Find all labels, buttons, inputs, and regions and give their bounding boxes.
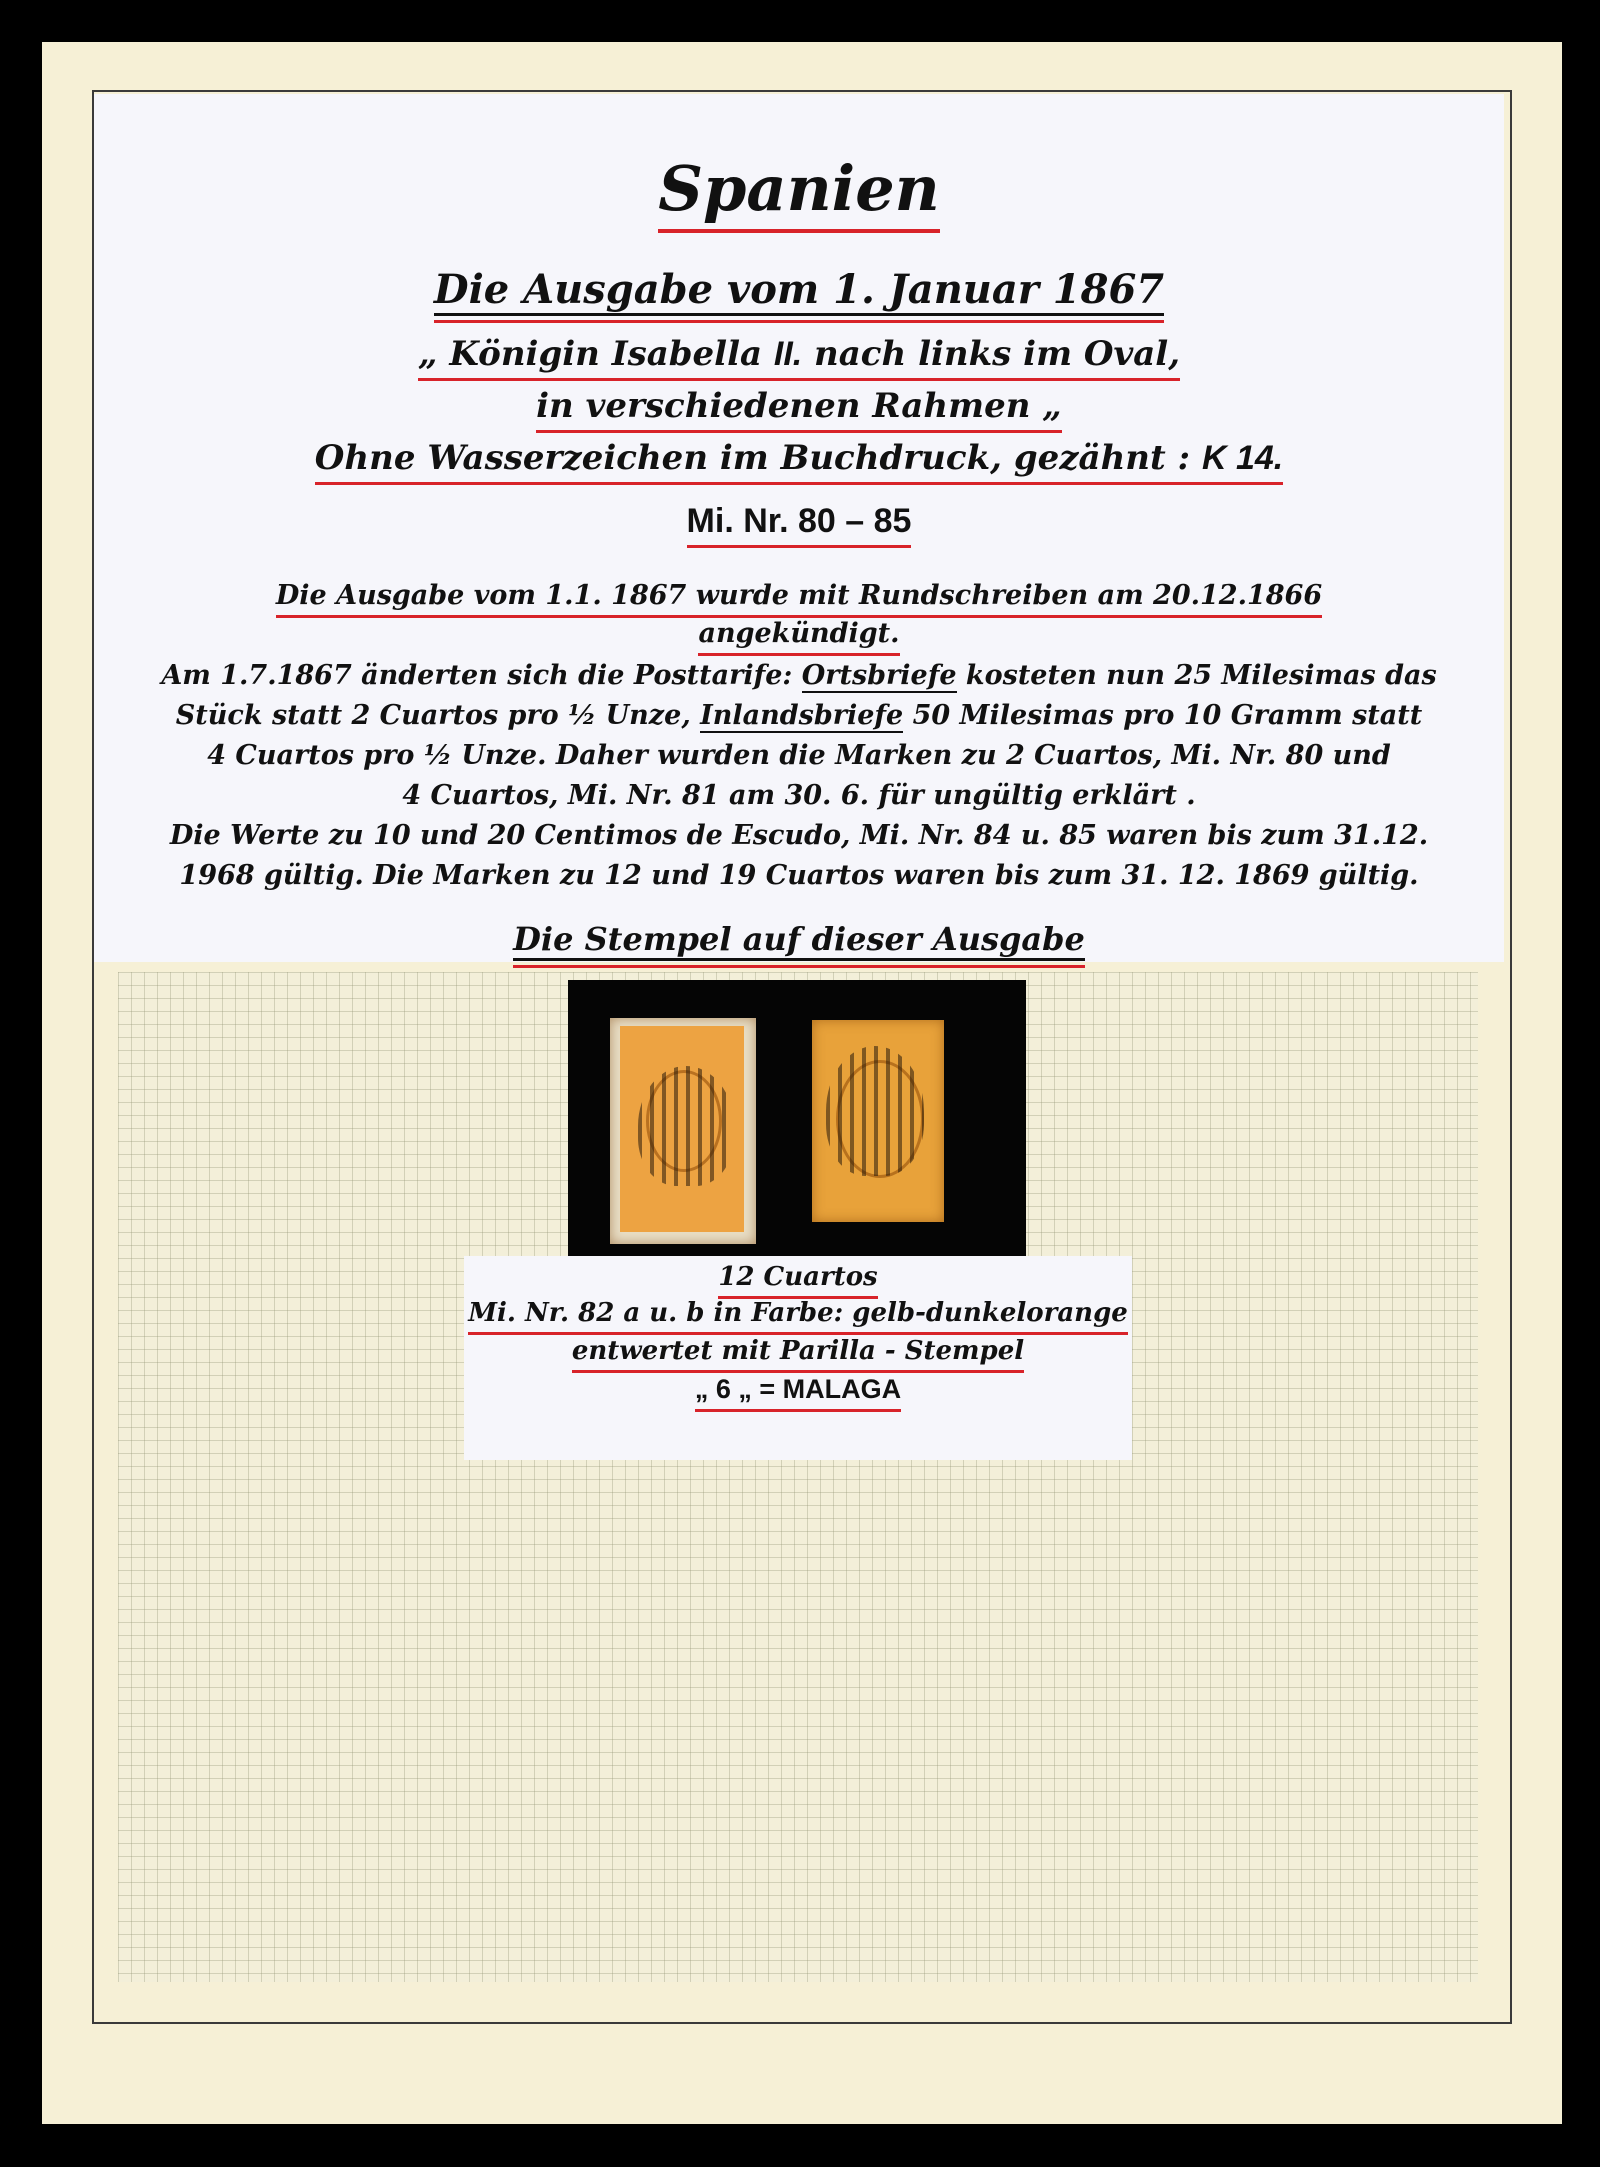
description-line-1: „ Königin Isabella II. nach links im Oval,	[94, 334, 1504, 381]
cancellations-subheading: Die Stempel auf dieser Ausgabe	[94, 920, 1504, 968]
stamp-on-piece	[610, 1018, 756, 1244]
album-page	[42, 42, 1562, 2124]
page-title: Spanien	[94, 152, 1504, 233]
caption-line-2: Mi. Nr. 82 a u. b in Farbe: gelb-dunkelorange	[464, 1298, 1132, 1335]
paragraph-line-6: 4 Cuartos, Mi. Nr. 81 am 30. 6. für ungültig erklärt .	[402, 780, 1196, 811]
stamp-image	[620, 1026, 744, 1232]
caption-line-1: 12 Cuartos	[464, 1262, 1132, 1299]
paragraph-line-3: Am 1.7.1867 änderten sich die Posttarife: Ortsbriefe kosteten nun 25 Milesimas das	[161, 660, 1437, 691]
paragraph-line-8: 1968 gültig. Die Marken zu 12 und 19 Cuartos waren bis zum 31. 12. 1869 gültig.	[179, 860, 1419, 891]
description-line-3: Ohne Wasserzeichen im Buchdruck, gezähnt : K 14.	[94, 438, 1504, 485]
issue-heading: Die Ausgabe vom 1. Januar 1867	[94, 266, 1504, 323]
stamp-caption	[464, 1256, 1132, 1460]
paragraph-line-2: angekündigt.	[94, 618, 1504, 656]
caption-line-3: entwertet mit Parilla - Stempel	[464, 1336, 1132, 1373]
postmark-bars	[826, 1046, 924, 1176]
paragraph-line-7: Die Werte zu 10 und 20 Centimos de Escudo, Mi. Nr. 84 u. 85 waren bis zum 31.12.	[169, 820, 1429, 851]
caption-line-4: „ 6 „ = MALAGA	[464, 1374, 1132, 1412]
description-line-2: in verschiedenen Rahmen „	[94, 386, 1504, 433]
paragraph-line-1: Die Ausgabe vom 1.1. 1867 wurde mit Rundschreiben am 20.12.1866	[94, 580, 1504, 618]
paragraph-line-5: 4 Cuartos pro ½ Unze. Daher wurden die Marken zu 2 Cuartos, Mi. Nr. 80 und	[207, 740, 1391, 771]
stamp-mount	[568, 980, 1026, 1272]
mi-nr-heading: Mi. Nr. 80 – 85	[94, 502, 1504, 548]
header-panel	[94, 94, 1504, 962]
postmark-bars	[638, 1066, 734, 1186]
stamp-loose	[812, 1020, 944, 1222]
paragraph-line-4: Stück statt 2 Cuartos pro ½ Unze, Inlandsbriefe 50 Milesimas pro 10 Gramm statt	[175, 700, 1423, 731]
